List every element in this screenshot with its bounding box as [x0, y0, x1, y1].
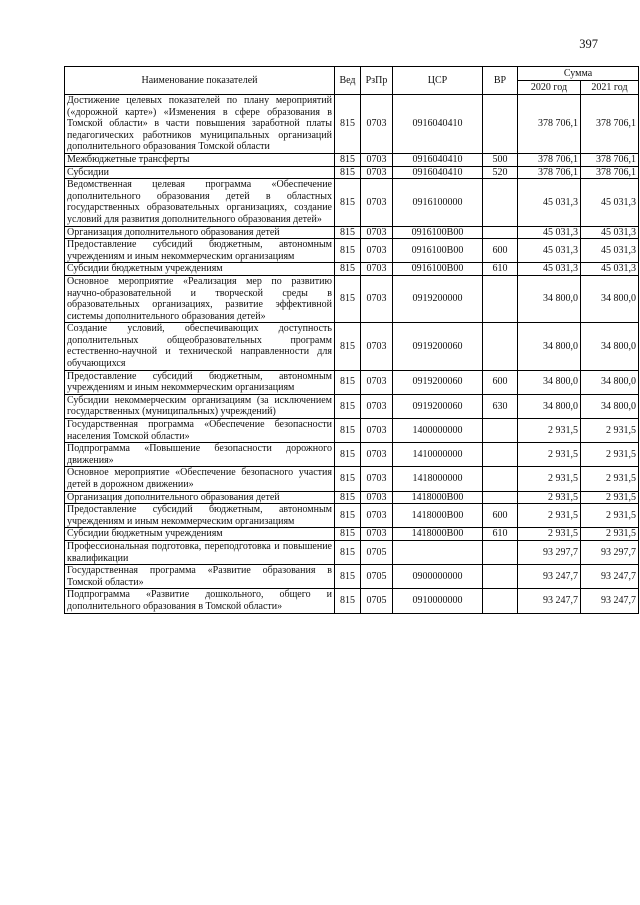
- cell-2021: 2 931,5: [581, 419, 639, 443]
- cell-csr: 0910000000: [393, 589, 483, 613]
- cell-rzpr: 0705: [361, 540, 393, 564]
- cell-2020: 45 031,3: [518, 263, 581, 276]
- cell-vr: [483, 443, 518, 467]
- cell-2021: 34 800,0: [581, 275, 639, 322]
- cell-2021: 45 031,3: [581, 226, 639, 239]
- cell-2020: 2 931,5: [518, 528, 581, 541]
- cell-2021: 34 800,0: [581, 370, 639, 394]
- cell-rzpr: 0703: [361, 153, 393, 166]
- cell-ved: 815: [335, 275, 361, 322]
- cell-rzpr: 0703: [361, 239, 393, 263]
- cell-name: Межбюджетные трансферты: [65, 153, 335, 166]
- cell-ved: 815: [335, 528, 361, 541]
- cell-2021: 45 031,3: [581, 239, 639, 263]
- page-number: 397: [579, 37, 598, 51]
- cell-ved: 815: [335, 467, 361, 491]
- cell-name: Предоставление субсидий бюджетным, автономным учреждениям и иным некоммерческим организациям: [65, 239, 335, 263]
- cell-2020: 2 931,5: [518, 419, 581, 443]
- table-row: [65, 153, 639, 166]
- cell-2020: 378 706,1: [518, 95, 581, 154]
- cell-vr: [483, 179, 518, 226]
- table-row: [65, 226, 639, 239]
- cell-rzpr: 0705: [361, 589, 393, 613]
- table-row: [65, 370, 639, 394]
- cell-vr: [483, 226, 518, 239]
- cell-ved: 815: [335, 565, 361, 589]
- cell-rzpr: 0703: [361, 394, 393, 418]
- cell-csr: 0919200000: [393, 275, 483, 322]
- cell-vr: 520: [483, 166, 518, 179]
- cell-rzpr: 0703: [361, 226, 393, 239]
- cell-csr: 0916100B00: [393, 226, 483, 239]
- cell-2020: 34 800,0: [518, 370, 581, 394]
- cell-rzpr: 0703: [361, 467, 393, 491]
- table-row: [65, 166, 639, 179]
- cell-ved: 815: [335, 589, 361, 613]
- table-row: [65, 263, 639, 276]
- cell-vr: [483, 95, 518, 154]
- cell-name: Основное мероприятие «Обеспечение безопасного участия детей в дорожном движении»: [65, 467, 335, 491]
- table-row: [65, 443, 639, 467]
- cell-vr: [483, 275, 518, 322]
- cell-2021: 34 800,0: [581, 394, 639, 418]
- cell-ved: 815: [335, 153, 361, 166]
- table-row: [65, 565, 639, 589]
- cell-2021: 93 297,7: [581, 540, 639, 564]
- cell-2020: 93 247,7: [518, 565, 581, 589]
- cell-csr: 0919200060: [393, 323, 483, 370]
- cell-ved: 815: [335, 323, 361, 370]
- cell-name: Организация дополнительного образования детей: [65, 491, 335, 504]
- cell-2020: 34 800,0: [518, 323, 581, 370]
- cell-csr: 0919200060: [393, 394, 483, 418]
- cell-vr: 600: [483, 370, 518, 394]
- table-row: [65, 275, 639, 322]
- cell-vr: [483, 540, 518, 564]
- header-rzpr: РзПр: [361, 67, 393, 95]
- cell-2021: 378 706,1: [581, 95, 639, 154]
- cell-name: Субсидии: [65, 166, 335, 179]
- cell-rzpr: 0703: [361, 166, 393, 179]
- table-row: [65, 540, 639, 564]
- cell-rzpr: 0703: [361, 179, 393, 226]
- cell-csr: 0916100B00: [393, 239, 483, 263]
- cell-vr: 610: [483, 528, 518, 541]
- cell-ved: 815: [335, 491, 361, 504]
- table-row: [65, 528, 639, 541]
- cell-vr: 500: [483, 153, 518, 166]
- cell-rzpr: 0703: [361, 528, 393, 541]
- table-row: [65, 239, 639, 263]
- cell-vr: [483, 467, 518, 491]
- header-sum: Сумма: [518, 67, 639, 81]
- table-body: [65, 95, 639, 614]
- cell-ved: 815: [335, 226, 361, 239]
- cell-csr: 1418000B00: [393, 504, 483, 528]
- cell-ved: 815: [335, 239, 361, 263]
- cell-vr: [483, 565, 518, 589]
- cell-vr: [483, 419, 518, 443]
- cell-2020: 45 031,3: [518, 179, 581, 226]
- cell-rzpr: 0703: [361, 504, 393, 528]
- cell-name: Государственная программа «Обеспечение безопасности населения Томской области»: [65, 419, 335, 443]
- cell-name: Субсидии бюджетным учреждениям: [65, 263, 335, 276]
- cell-2020: 45 031,3: [518, 226, 581, 239]
- cell-rzpr: 0705: [361, 565, 393, 589]
- cell-2021: 2 931,5: [581, 443, 639, 467]
- cell-ved: 815: [335, 419, 361, 443]
- cell-csr: 0916040410: [393, 153, 483, 166]
- header-vr: ВР: [483, 67, 518, 95]
- cell-ved: 815: [335, 179, 361, 226]
- cell-2020: 2 931,5: [518, 443, 581, 467]
- cell-name: Достижение целевых показателей по плану мероприятий («дорожной карте») «Изменения в сфере образования в Томской области» в части повышения заработной платы педагогических работников муниципальных организаций дополнительного образования Томской области: [65, 95, 335, 154]
- cell-csr: 0916100B00: [393, 263, 483, 276]
- header-name: Наименование показателей: [65, 67, 335, 95]
- cell-csr: 0916040410: [393, 95, 483, 154]
- cell-2021: 93 247,7: [581, 565, 639, 589]
- cell-csr: 1418000B00: [393, 491, 483, 504]
- cell-name: Основное мероприятие «Реализация мер по развитию научно-образовательной и творческой среды в образовательных организациях, развитие эффективной системы дополнительного образования детей»: [65, 275, 335, 322]
- cell-name: Субсидии некоммерческим организациям (за исключением государственных (муниципальных) учреждений): [65, 394, 335, 418]
- cell-ved: 815: [335, 504, 361, 528]
- cell-csr: 0916100000: [393, 179, 483, 226]
- cell-name: Организация дополнительного образования детей: [65, 226, 335, 239]
- cell-2020: 93 297,7: [518, 540, 581, 564]
- table-row: [65, 504, 639, 528]
- cell-2021: 378 706,1: [581, 153, 639, 166]
- cell-vr: 610: [483, 263, 518, 276]
- cell-name: Предоставление субсидий бюджетным, автономным учреждениям и иным некоммерческим организациям: [65, 370, 335, 394]
- cell-ved: 815: [335, 95, 361, 154]
- cell-2020: 2 931,5: [518, 467, 581, 491]
- cell-2020: 2 931,5: [518, 491, 581, 504]
- cell-name: Ведомственная целевая программа «Обеспечение дополнительного образования детей в областных государственных образовательных организациях, создание условий для развития дополнительного образования детей»: [65, 179, 335, 226]
- table-row: [65, 589, 639, 613]
- cell-name: Государственная программа «Развитие образования в Томской области»: [65, 565, 335, 589]
- cell-name: Подпрограмма «Повышение безопасности дорожного движения»: [65, 443, 335, 467]
- budget-table: [64, 66, 639, 614]
- cell-csr: 0900000000: [393, 565, 483, 589]
- table-row: [65, 323, 639, 370]
- cell-csr: 1418000000: [393, 467, 483, 491]
- cell-2020: 378 706,1: [518, 153, 581, 166]
- cell-vr: 600: [483, 504, 518, 528]
- cell-name: Подпрограмма «Развитие дошкольного, общего и дополнительного образования в Томской области»: [65, 589, 335, 613]
- cell-name: Создание условий, обеспечивающих доступность дополнительных общеобразовательных программ естественно-научной и технической направленности для обучающихся: [65, 323, 335, 370]
- cell-rzpr: 0703: [361, 275, 393, 322]
- cell-2020: 93 247,7: [518, 589, 581, 613]
- cell-rzpr: 0703: [361, 491, 393, 504]
- table-row: [65, 419, 639, 443]
- cell-vr: 600: [483, 239, 518, 263]
- header-year-2020: 2020 год: [518, 81, 581, 95]
- header-ved: Вед: [335, 67, 361, 95]
- cell-name: Субсидии бюджетным учреждениям: [65, 528, 335, 541]
- cell-ved: 815: [335, 540, 361, 564]
- cell-2021: 34 800,0: [581, 323, 639, 370]
- cell-ved: 815: [335, 166, 361, 179]
- cell-ved: 815: [335, 263, 361, 276]
- cell-name: Профессиональная подготовка, переподготовка и повышение квалификации: [65, 540, 335, 564]
- cell-vr: [483, 491, 518, 504]
- cell-vr: [483, 589, 518, 613]
- cell-2021: 2 931,5: [581, 491, 639, 504]
- cell-name: Предоставление субсидий бюджетным, автономным учреждениям и иным некоммерческим организациям: [65, 504, 335, 528]
- cell-2021: 378 706,1: [581, 166, 639, 179]
- cell-rzpr: 0703: [361, 370, 393, 394]
- cell-2021: 2 931,5: [581, 528, 639, 541]
- cell-2020: 34 800,0: [518, 275, 581, 322]
- cell-2021: 45 031,3: [581, 179, 639, 226]
- cell-2021: 45 031,3: [581, 263, 639, 276]
- cell-vr: [483, 323, 518, 370]
- cell-2020: 45 031,3: [518, 239, 581, 263]
- cell-csr: 1400000000: [393, 419, 483, 443]
- table-row: [65, 394, 639, 418]
- cell-rzpr: 0703: [361, 419, 393, 443]
- cell-rzpr: 0703: [361, 323, 393, 370]
- cell-csr: 0916040410: [393, 166, 483, 179]
- cell-csr: [393, 540, 483, 564]
- cell-ved: 815: [335, 443, 361, 467]
- cell-2021: 2 931,5: [581, 504, 639, 528]
- cell-2021: 2 931,5: [581, 467, 639, 491]
- table-row: [65, 95, 639, 154]
- table-header: [65, 67, 639, 95]
- header-csr: ЦСР: [393, 67, 483, 95]
- header-year-2021: 2021 год: [581, 81, 639, 95]
- cell-ved: 815: [335, 394, 361, 418]
- cell-rzpr: 0703: [361, 263, 393, 276]
- cell-csr: 0919200060: [393, 370, 483, 394]
- cell-2020: 2 931,5: [518, 504, 581, 528]
- cell-2021: 93 247,7: [581, 589, 639, 613]
- cell-csr: 1418000B00: [393, 528, 483, 541]
- cell-csr: 1410000000: [393, 443, 483, 467]
- cell-vr: 630: [483, 394, 518, 418]
- cell-rzpr: 0703: [361, 95, 393, 154]
- table-row: [65, 491, 639, 504]
- table-row: [65, 467, 639, 491]
- cell-rzpr: 0703: [361, 443, 393, 467]
- cell-2020: 378 706,1: [518, 166, 581, 179]
- cell-ved: 815: [335, 370, 361, 394]
- table-row: [65, 179, 639, 226]
- cell-2020: 34 800,0: [518, 394, 581, 418]
